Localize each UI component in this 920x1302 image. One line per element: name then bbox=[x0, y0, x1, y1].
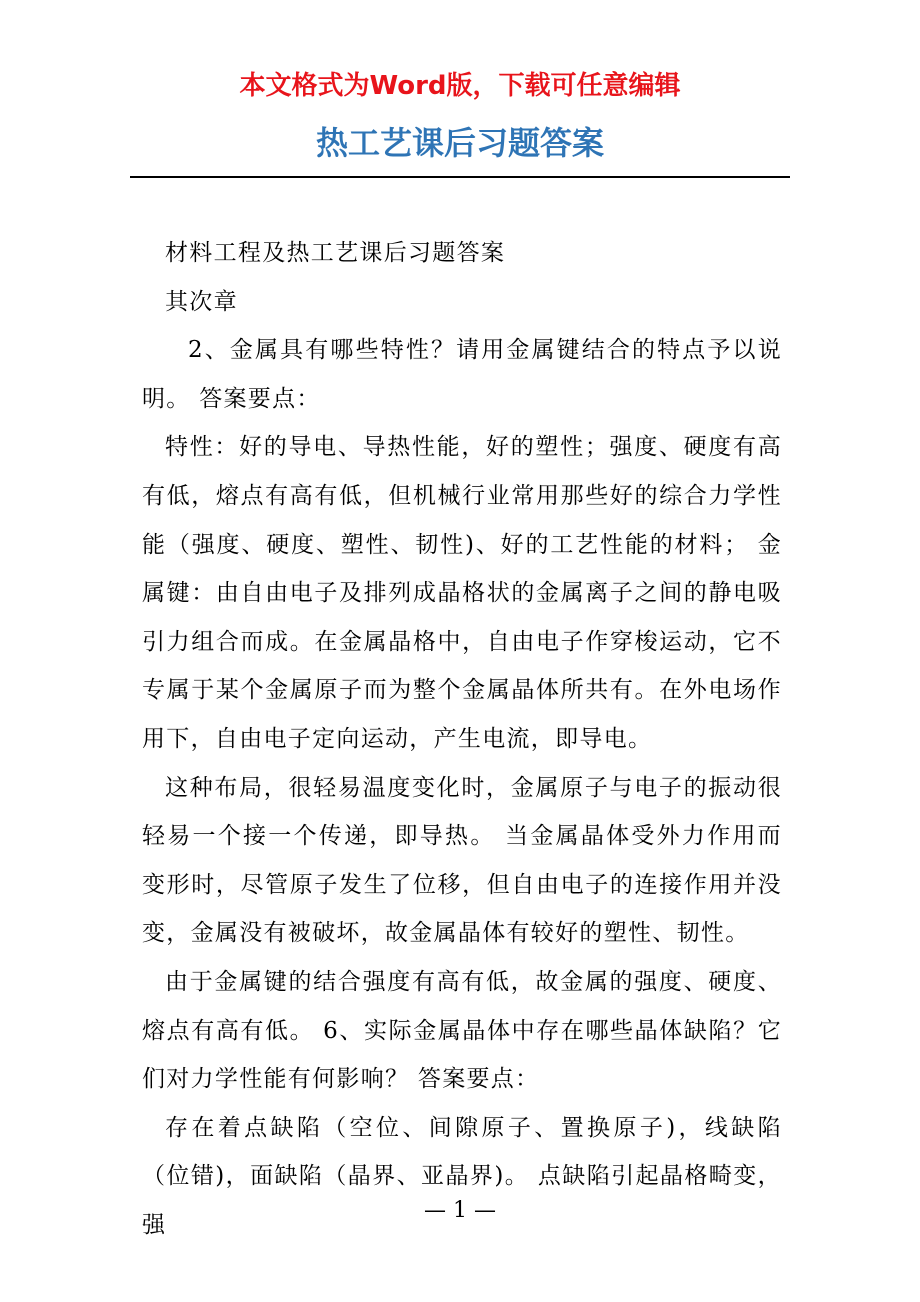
format-banner: 本文格式为Word版，下载可任意编辑 bbox=[239, 71, 681, 101]
document-body bbox=[142, 229, 782, 1249]
paragraph-answer-properties: 特性：好的导电、导热性能，好的塑性；强度、硬度有高有低，熔点有高有低，但机械行业常用那些好的综合力学性能（强度、硬度、塑性、韧性)、好的工艺性能的材料； 金属键：由自由电子及排列成晶格状的金属离子之间的静电吸引力组合而成。在金属晶格中，自由电子作穿梭运动，它不专属于某个金属原子而为整个金属晶体所共有。在外电场作用下，自由电子定向运动，产生电流，即导电。 bbox=[142, 434, 782, 752]
paragraph-answer-structure: 这种布局，很轻易温度变化时，金属原子与电子的振动很轻易一个接一个传递，即导热。 当金属晶体受外力作用而变形时，尽管原子发生了位移，但自由电子的连接作用并没变，金属没有被破坏，故金属晶体有较好的塑性、韧性。 bbox=[142, 774, 782, 947]
paragraph-question-6: 由于金属键的结合强度有高有低，故金属的强度、硬度、熔点有高有低。 6、实际金属晶体中存在哪些晶体缺陷？它们对力学性能有何影响？ 答案要点： bbox=[142, 968, 782, 1093]
paragraph-answer-defects: 存在着点缺陷（空位、间隙原子、置换原子)，线缺陷（位错)，面缺陷（晶界、亚晶界)。 点缺陷引起晶格畸变，强 bbox=[142, 1114, 782, 1238]
document-title: 热工艺课后习题答案 bbox=[315, 124, 604, 162]
title-divider bbox=[130, 176, 790, 178]
paragraph-question-2: 2、金属具有哪些特性？请用金属键结合的特点予以说明。 答案要点： bbox=[142, 337, 782, 412]
paragraph-chapter: 其次章 bbox=[165, 288, 238, 315]
page-number: — 1 — bbox=[424, 1198, 496, 1223]
paragraph-heading: 材料工程及热工艺课后习题答案 bbox=[165, 240, 506, 266]
